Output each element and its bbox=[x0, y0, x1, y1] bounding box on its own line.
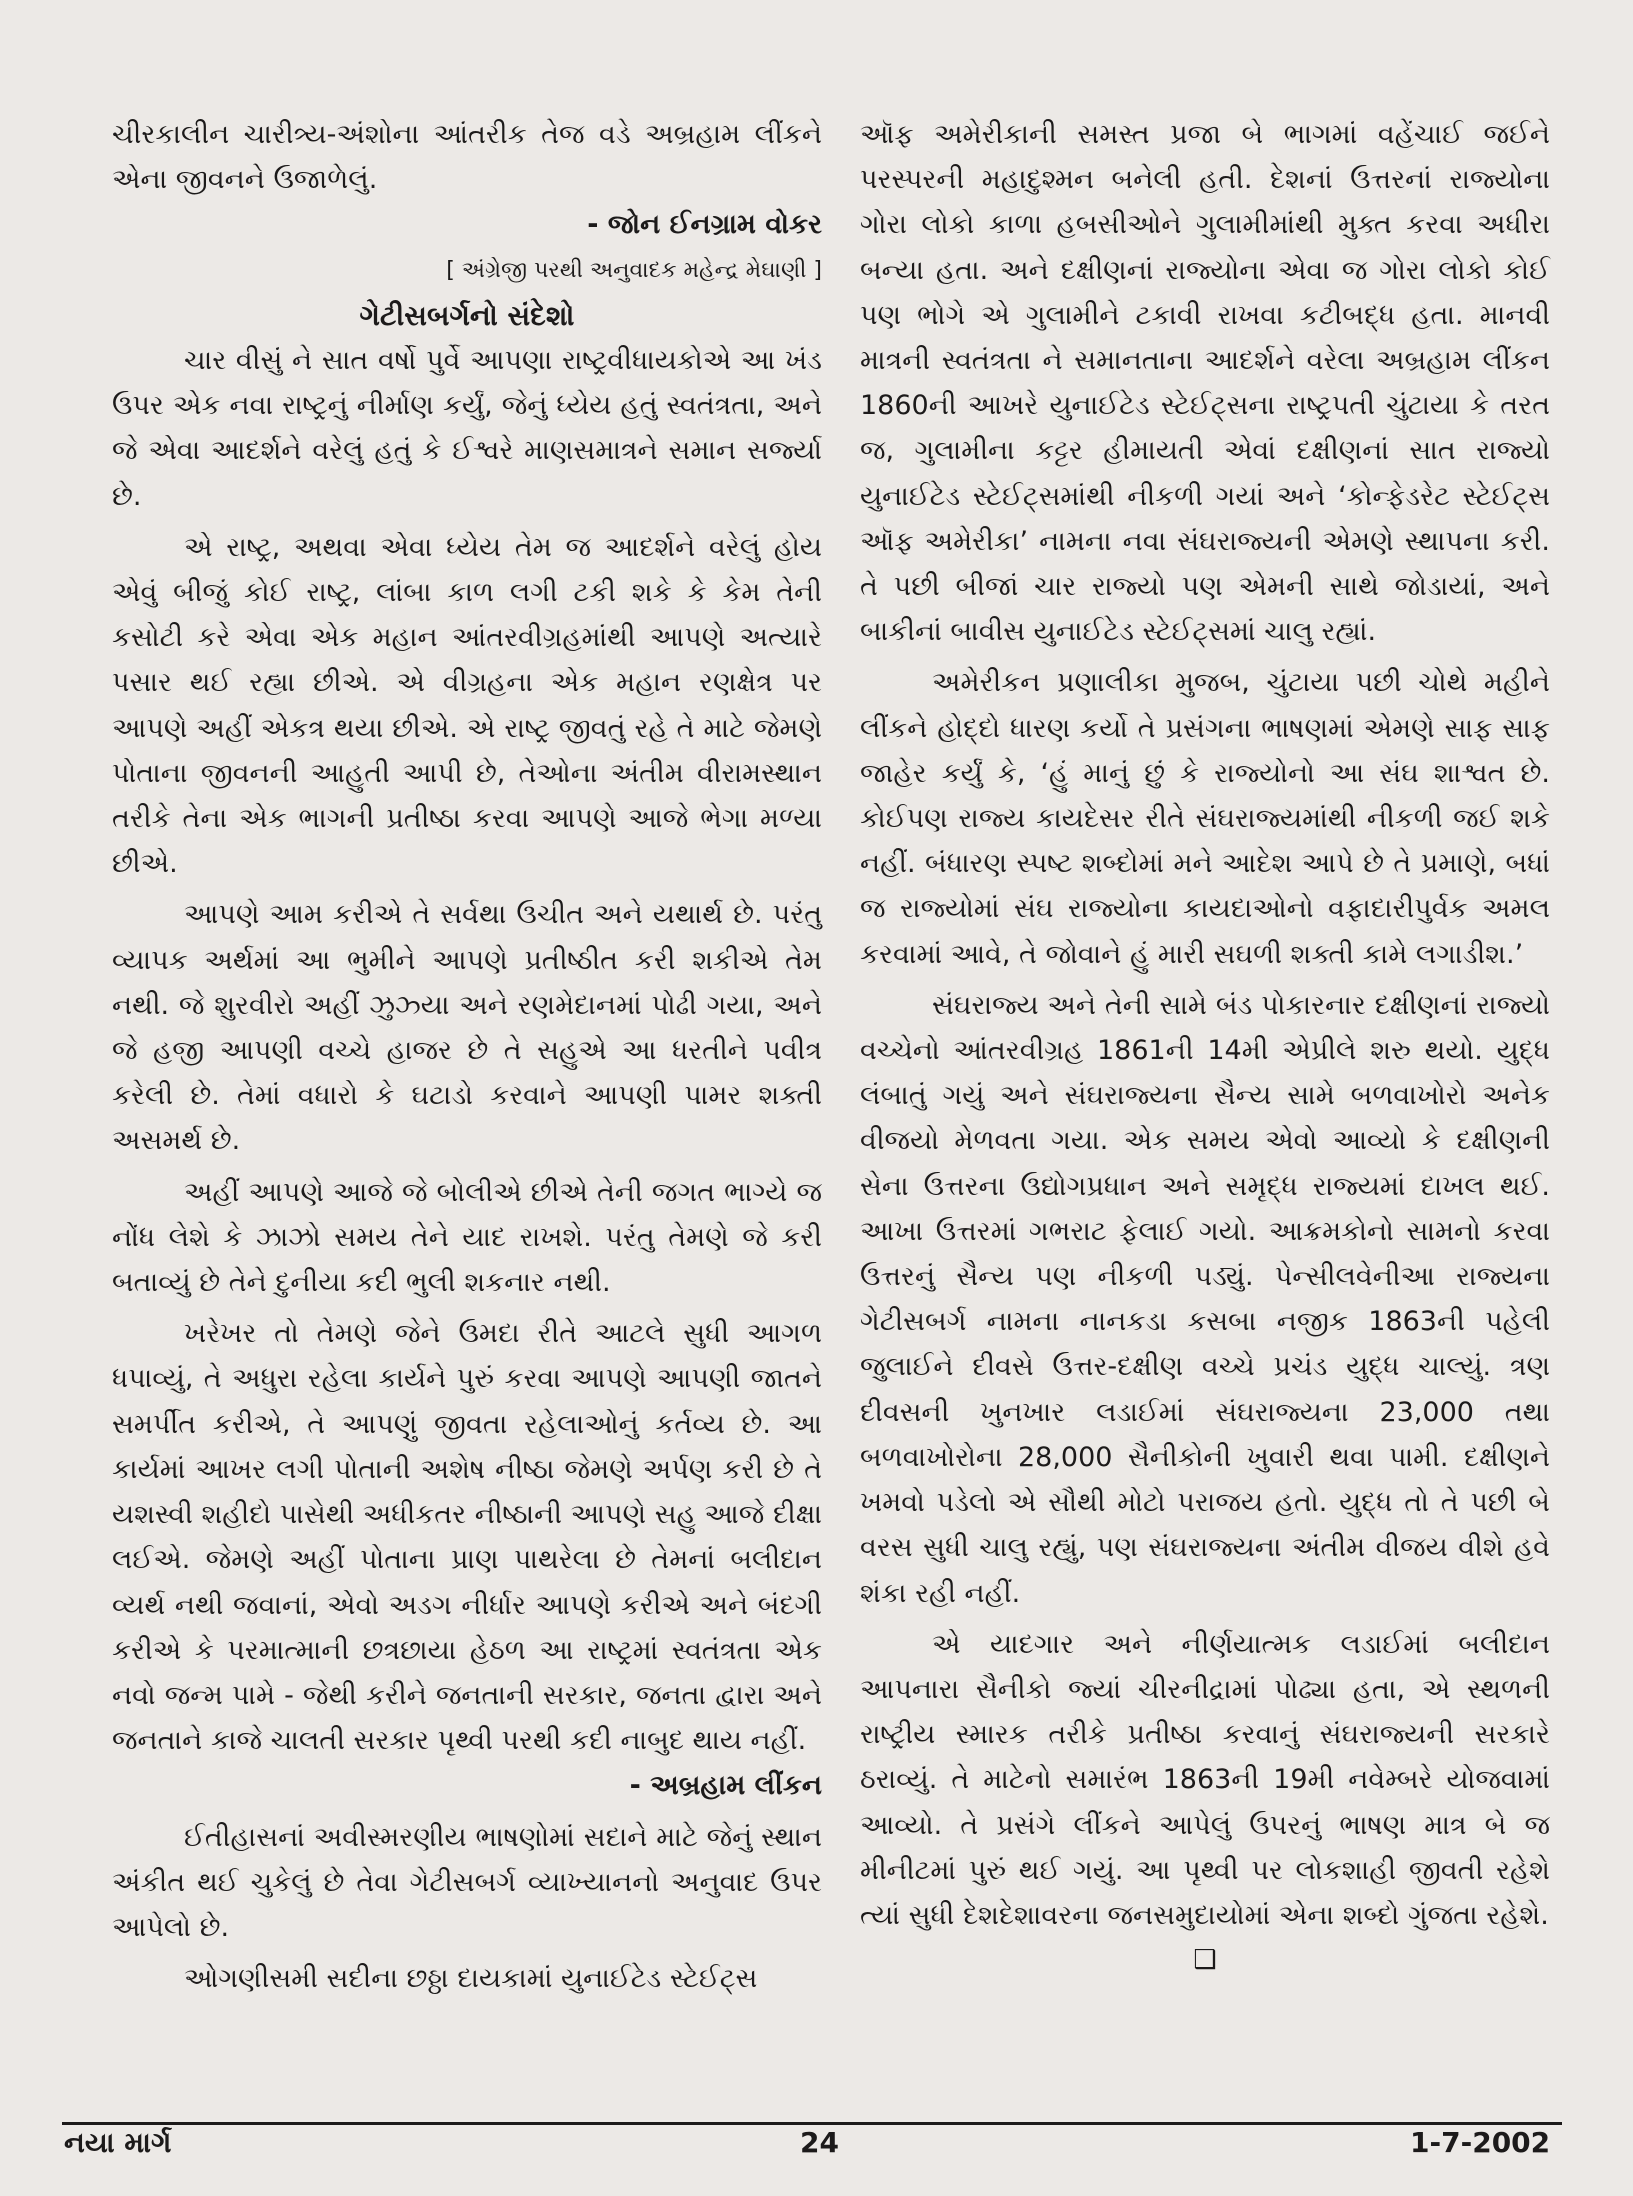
speech-paragraph: અહીં આપણે આજે જે બોલીએ છીએ તેની જગત ભાગ્યે જ નોંધ લેશે કે ઝાઝો સમય તેને યાદ રાખશે. પરંતુ તેમણે જે કરી બતાવ્યું છે તેને દુનીયા કદી ભુલી શકનાર નથી. bbox=[112, 1176, 822, 1299]
speech-paragraph: ખરેખર તો તેમણે જેને ઉમદા રીતે આટલે સુધી આગળ ધપાવ્યું, તે અધુરા રહેલા કાર્યને પુરું કરવા આપણે આપણી જાતને સમર્પીત કરીએ, તે આપણું જીવતા રહેલાઓનું કર્તવ્ય છે. આ કાર્યમાં આખર લગી પોતાની અશેષ નીષ્ઠા જેમણે અર્પણ કરી છે તે યશસ્વી શહીદો પાસેથી અધીકતર નીષ્ઠાની આપણે સહુ આજે દીક્ષા લઈએ. જેમણે અહીં પોતાના પ્રાણ પાથરેલા છે તેમનાં બલીદાન વ્યર્થ નથી જવાનાં, એવો અડગ નીર્ધાર આપણે કરીએ અને બંદગી કરીએ કે પરમાત્માની છત્રછાયા હેઠળ આ રાષ્ટ્રમાં સ્વતંત્રતા એક નવો જન્મ પામે - જેથી કરીને જનતાની સરકાર, જનતા દ્વારા અને જનતાને કાજે ચાલતી સરકાર પૃથ્વી પરથી કદી નાબુદ થાય નહીં. bbox=[112, 1318, 822, 1757]
footer-rule bbox=[62, 2122, 1562, 2125]
left-column bbox=[112, 112, 822, 2001]
intro-text: ચીરકાલીન ચારીત્ર્ય-અંશોના આંતરીક તેજ વડે અબ્રહામ લીંકને એના જીવનને ઉજાળેલું. bbox=[112, 119, 822, 196]
commentary-paragraph: સંઘરાજ્ય અને તેની સામે બંડ પોકારનાર દક્ષીણનાં રાજ્યો વચ્ચેનો આંતરવીગ્રહ 1861ની 14મી એપ્રીલે શરુ થયો. યુદ્ધ લંબાતું ગયું અને સંઘરાજ્યના સૈન્ય સામે બળવાખોરો અનેક વીજયો મેળવતા ગયા. એક સમય એવો આવ્યો કે દક્ષીણની સેના ઉત્તરના ઉદ્યોગપ્રધાન અને સમૃદ્ધ રાજ્યમાં દાખલ થઈ. આખા ઉત્તરમાં ગભરાટ ફેલાઈ ગયો. આક્રમકોનો સામનો કરવા ઉત્તરનું સૈન્ય પણ નીકળી પડ્યું. પેન્સીલવેનીઆ રાજ્યના ગેટીસબર્ગ નામના નાનકડા કસબા નજીક 1863ની પહેલી જુલાઈને દીવસે ઉત્તર-દક્ષીણ વચ્ચે પ્રચંડ યુદ્ધ ચાલ્યું. ત્રણ દીવસની ખુનખાર લડાઈમાં સંઘરાજ્યના 23,000 તથા બળવાખોરોના 28,000 સૈનીકોની ખુવારી થવા પામી. દક્ષીણને ખમવો પડેલો એ સૌથી મોટો પરાજય હતો. યુદ્ધ તો તે પછી બે વરસ સુધી ચાલુ રહ્યું, પણ સંઘરાજ્યના અંતીમ વીજય વીશે હવે શંકા રહી નહીં. bbox=[860, 989, 1550, 1609]
speech-paragraph: આપણે આમ કરીએ તે સર્વથા ઉચીત અને યથાર્થ છે. પરંતુ વ્યાપક અર્થમાં આ ભુમીને આપણે પ્રતીષ્ઠીત કરી શકીએ તેમ નથી. જે શુરવીરો અહીં ઝુઝ્યા અને રણમેદાનમાં પોઢી ગયા, અને જે હજી આપણી વચ્ચે હાજર છે તે સહુએ આ ધરતીને પવીત્ર કરેલી છે. તેમાં વધારો કે ઘટાડો કરવાને આપણી પામર શક્તી અસમર્થ છે. bbox=[112, 899, 822, 1157]
page-number: 24 bbox=[800, 2126, 839, 2159]
speech-paragraph: એ રાષ્ટ્ર, અથવા એવા ધ્યેય તેમ જ આદર્શને વરેલું હોય એવું બીજું કોઈ રાષ્ટ્ર, લાંબા કાળ લગી ટકી શકે કે કેમ તેની કસોટી કરે એવા એક મહાન આંતરવીગ્રહમાંથી આપણે અત્યારે પસાર થઈ રહ્યા છીએ. એ વીગ્રહના એક મહાન રણક્ષેત્ર પર આપણે અહીં એકત્ર થયા છીએ. એ રાષ્ટ્ર જીવતું રહે તે માટે જેમણે પોતાના જીવનની આહુતી આપી છે, તેઓના અંતીમ વીરામસ્થાન તરીકે તેના એક ભાગની પ્રતીષ્ઠા કરવા આપણે આજે ભેગા મળ્યા છીએ. bbox=[112, 531, 822, 880]
speech-paragraph: ચાર વીસું ને સાત વર્ષો પુર્વે આપણા રાષ્ટ્રવીધાયકોએ આ ખંડ ઉપર એક નવા રાષ્ટ્રનું નીર્માણ કર્યું, જેનું ધ્યેય હતું સ્વતંત્રતા, અને જે એવા આદર્શને વરેલું હતું કે ઈશ્વરે માણસમાત્રને સમાન સર્જ્યા છે. bbox=[112, 345, 822, 512]
commentary-paragraph: અમેરીકન પ્રણાલીકા મુજબ, ચુંટાયા પછી ચોથે મહીને લીંકને હોદ્દો ધારણ કર્યો તે પ્રસંગના ભાષણમાં એમણે સાફ સાફ જાહેર કર્યું કે, ‘હું માનું છું કે રાજ્યોનો આ સંઘ શાશ્વત છે. કોઈપણ રાજ્ય કાયદેસર રીતે સંઘરાજ્યમાંથી નીકળી જઈ શકે નહીં. બંધારણ સ્પષ્ટ શબ્દોમાં મને આદેશ આપે છે તે પ્રમાણે, બધાં જ રાજ્યોમાં સંઘ રાજ્યોના કાયદાઓનો વફાદારીપુર્વક અમલ કરવામાં આવે, તે જોવાને હું મારી સઘળી શક્તી કામે લગાડીશ.’ bbox=[860, 667, 1550, 970]
right-column bbox=[860, 112, 1550, 1983]
speech-author: - અબ્રહામ લીંકન bbox=[629, 1770, 822, 1802]
intro-author: - જોન ઈનગ્રામ વોકર bbox=[587, 209, 822, 241]
translator-note: [ અંગ્રેજી પરથી અનુવાદક મહેન્દ્ર મેઘાણી ] bbox=[446, 257, 822, 283]
commentary-paragraph: એ યાદગાર અને નીર્ણયાત્મક લડાઈમાં બલીદાન આપનારા સૈનીકો જ્યાં ચીરનીદ્રામાં પોઢ્યા હતા, એ સ્થળની રાષ્ટ્રીય સ્મારક તરીકે પ્રતીષ્ઠા કરવાનું સંઘરાજ્યની સરકારે ઠરાવ્યું. તે માટેનો સમારંભ 1863ની 19મી નવેમ્બરે યોજવામાં આવ્યો. તે પ્રસંગે લીંકને આપેલું ઉપરનું ભાષણ માત્ર બે જ મીનીટમાં પુરું થઈ ગયું. આ પૃથ્વી પર લોકશાહી જીવતી રહેશે ત્યાં સુધી દેશદેશાવરના જનસમુદાયોમાં એના શબ્દો ગુંજતા રહેશે. bbox=[860, 1628, 1550, 1931]
commentary-paragraph: ઓગણીસમી સદીના છઠ્ઠા દાયકામાં યુનાઈટેડ સ્ટેઈટ્સ bbox=[184, 1963, 758, 1995]
commentary-paragraph: ઈતીહાસનાં અવીસ્મરણીય ભાષણોમાં સદાને માટે જેનું સ્થાન અંકીત થઈ ચુકેલું છે તેવા ગેટીસબર્ગ વ્યાખ્યાનનો અનુવાદ ઉપર આપેલો છે. bbox=[112, 1821, 822, 1943]
speech-heading: ગેટીસબર્ગનો સંદેશો bbox=[359, 298, 575, 332]
commentary-paragraph: ઑફ અમેરીકાની સમસ્ત પ્રજા બે ભાગમાં વહેંચાઈ જઈને પરસ્પરની મહાદુશ્મન બનેલી હતી. દેશનાં ઉત્તરનાં રાજ્યોના ગોરા લોકો કાળા હબસીઓને ગુલામીમાંથી મુક્ત કરવા અધીરા બન્યા હતા. અને દક્ષીણનાં રાજ્યોના એવા જ ગોરા લોકો કોઈ પણ ભોગે એ ગુલામીને ટકાવી રાખવા કટીબદ્ધ હતા. માનવી માત્રની સ્વતંત્રતા ને સમાનતાના આદર્શને વરેલા અબ્રહામ લીંકન 1860ની આખરે યુનાઈટેડ સ્ટેઈટ્સના રાષ્ટ્રપતી ચુંટાયા કે તરત જ, ગુલામીના કટ્ટર હીમાયતી એવાં દક્ષીણનાં સાત રાજ્યો યુનાઈટેડ સ્ટેઈટ્સમાંથી નીકળી ગયાં અને ‘કોન્ફેડરેટ સ્ટેઈટ્સ ઑફ અમેરીકા’ નામના નવા સંઘરાજ્યની એમણે સ્થાપના કરી. તે પછી બીજાં ચાર રાજ્યો પણ એમની સાથે જોડાયાં, અને બાકીનાં બાવીસ યુનાઈટેડ સ્ટેઈટ્સમાં ચાલુ રહ્યાં. bbox=[860, 119, 1550, 648]
end-mark: ❑ bbox=[1193, 1945, 1217, 1976]
magazine-name: નયા માર્ગ bbox=[64, 2126, 172, 2159]
issue-date: 1-7-2002 bbox=[1410, 2126, 1551, 2159]
